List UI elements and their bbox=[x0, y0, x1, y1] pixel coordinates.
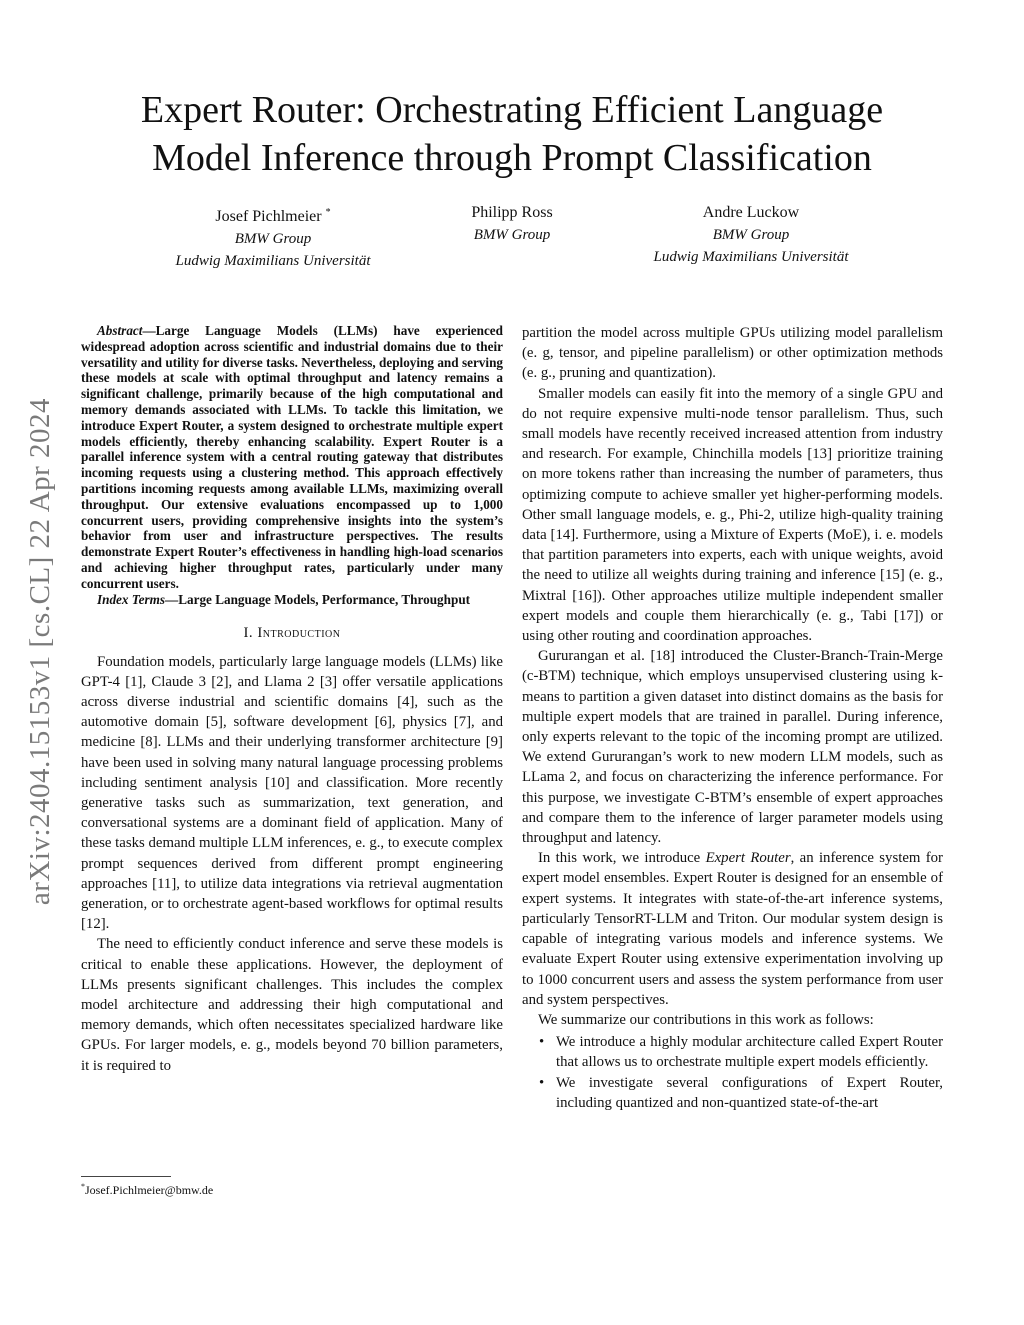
author-affiliation: BMW Group bbox=[234, 231, 312, 247]
author-affiliation: BMW Group bbox=[712, 227, 790, 243]
list-item: • We introduce a highly modular architecture called Expert Router that allows us to orchestrate multiple expert models efficiently. bbox=[556, 1032, 943, 1072]
left-column bbox=[81, 323, 503, 1076]
paragraph: We summarize our contributions in this work as follows: bbox=[538, 1011, 874, 1028]
paragraph: In this work, we introduce Expert Router, an inference system for expert model ensembles. Expert Router is designed for an ensemble of expert systems. It integrates with state-of-the-art inference systems, particularly TensorRT-LLM and Triton. Our modular system design is capable of integrating various models and inference systems. We evaluate Expert Router using extensive experimentation involving up to 1000 concurrent users and assess the system performance from user and system perspectives. bbox=[522, 850, 943, 1008]
footnote-email: Josef.Pichlmeier@bmw.de bbox=[85, 1183, 214, 1197]
paragraph: Foundation models, particularly large language models (LLMs) like GPT-4 [1], Claude 3 [2], and Llama 2 [3] offer versatile applications across diverse industrial and scientific domains [4], such as the automotive domain [5], software development [6], physics [7], and medicine [8]. LLMs and their underlying transformer architecture [9] have been used in solving many natural language processing problems including sentiment analysis [10] and classification. More recently generative tasks such as summarization, text generation, and conversational systems are a dominant field of application. Many of these tasks demand multiple LLM inferences, e. g., to execute complex prompt sequences derived from different prompt engineering approaches [11], to utilize data integrations via retrieval augmentation generation, or to orchestrate agent-based workflows for optimal results [12]. bbox=[81, 653, 503, 933]
footnote: *Josef.Pichlmeier@bmw.de bbox=[81, 1182, 214, 1197]
author-block-2 bbox=[412, 202, 612, 246]
paragraph: Gururangan et al. [18] introduced the Cluster-Branch-Train-Merge (c-BTM) technique, which employs unsupervised clustering using k-means to partition a given dataset into distinct domains as the basis for multiple expert models that are trained in parallel. During inference, only experts relevant to the topic of the incoming prompt are utilized. We extend Gururangan’s work to new modern LLM models, such as LLama 2, and focus on characterizing the inference performance. For this purpose, we investigate C-BTM’s ensemble of expert approaches and compare them to the inference of larger parameter models using throughput and latency. bbox=[522, 648, 943, 847]
author-name: Andre Luckow bbox=[702, 204, 800, 221]
author-affiliation: Ludwig Maximilians Universität bbox=[653, 249, 849, 265]
index-terms bbox=[81, 592, 503, 608]
paragraph: Smaller models can easily fit into the memory of a single GPU and do not require expensive multi-node tensor parallelism. Thus, such small models have recently received increased attention from industry and research. For example, Chinchilla models [13] prioritize training on more tokens rather than increasing the number of parameters, thus optimizing compute to achieve smaller yet higher-performing models. Other small language models, e. g., Phi-2, utilize high-quality training data [14]. Furthermore, using a Mixture of Experts (MoE), i. e. models that partition parameters into experts, each with unique weights, avoid the need to utilize all weights during training and inference [15] (e. g., Mixtral [16]). Other approaches utilize multiple independent smaller expert models and couple them hierarchically (e. g., Tabi [17]) or using other routing and coordination approaches. bbox=[522, 385, 943, 645]
arxiv-stamp bbox=[23, 352, 59, 950]
paragraph: partition the model across multiple GPUs utilizing model parallelism (e. g, tensor, and pipeline parallelism) or other optimization methods (e. g., pruning and quantization). bbox=[522, 325, 943, 382]
author-block-1 bbox=[133, 202, 413, 272]
footnote-mark: * bbox=[325, 207, 331, 218]
system-name: Expert Router bbox=[705, 850, 791, 867]
right-column bbox=[522, 323, 943, 1113]
paragraph: The need to efficiently conduct inference and serve these models is critical to enable these applications. However, the deployment of LLMs presents significant challenges. This includes the complex model architecture and addressing their high computational and memory demands, which often necessitates specialized hardware like GPUs. For larger models, e. g., models beyond 70 billion parameters, it is required to bbox=[81, 936, 503, 1074]
list-item: • We investigate several configurations of Expert Router, including quantized and non-quantized state-of-the-art bbox=[556, 1073, 943, 1113]
author-name: Josef Pichlmeier * bbox=[215, 207, 331, 225]
author-name: Philipp Ross bbox=[471, 204, 553, 221]
author-affiliation: BMW Group bbox=[473, 227, 551, 243]
author-affiliation: Ludwig Maximilians Universität bbox=[175, 253, 371, 269]
abstract-text: —Large Language Models (LLMs) have experienced widespread adoption across scientific and industrial domains due to their versatility and utility for diverse tasks. Nevertheless, deploying and serving these models at scale with optimal throughput and latency remains a significant challenge, primarily because of the high computational and memory demands associated with LLMs. To tackle this limitation, we introduce Expert Router, a system designed to orchestrate multiple expert models efficiently, thereby enhancing scalability. Expert Router is a parallel inference system with a central routing gateway that distributes incoming requests using a clustering method. This approach effectively partitions incoming requests among available LLMs, maximizing overall throughput. Our extensive evaluations encompassed up to 1,000 concurrent users, providing comprehensive insights into the system’s behavior from user and infrastructure perspectives. The results demonstrate Expert Router’s effectiveness in handling high-load scenarios and achieving higher throughput rates, particularly under many concurrent users. bbox=[81, 323, 503, 591]
abstract-label: Abstract bbox=[97, 323, 143, 338]
index-terms-label: Index Terms bbox=[97, 591, 166, 607]
contributions-list bbox=[522, 1032, 943, 1113]
paper-title bbox=[80, 86, 944, 182]
title-line-1: Expert Router: Orchestrating Efficient Language bbox=[140, 89, 884, 131]
arxiv-id: arXiv:2404.15153v1 [cs.CL] 22 Apr 2024 bbox=[24, 397, 57, 905]
index-terms-text: —Large Language Models, Performance, Throughput bbox=[165, 591, 471, 607]
section-heading: I. Introduction bbox=[243, 625, 341, 642]
abstract bbox=[81, 323, 503, 592]
footnote-rule bbox=[81, 1176, 171, 1177]
title-line-2: Model Inference through Prompt Classification bbox=[152, 137, 872, 179]
author-block-3 bbox=[612, 202, 890, 268]
